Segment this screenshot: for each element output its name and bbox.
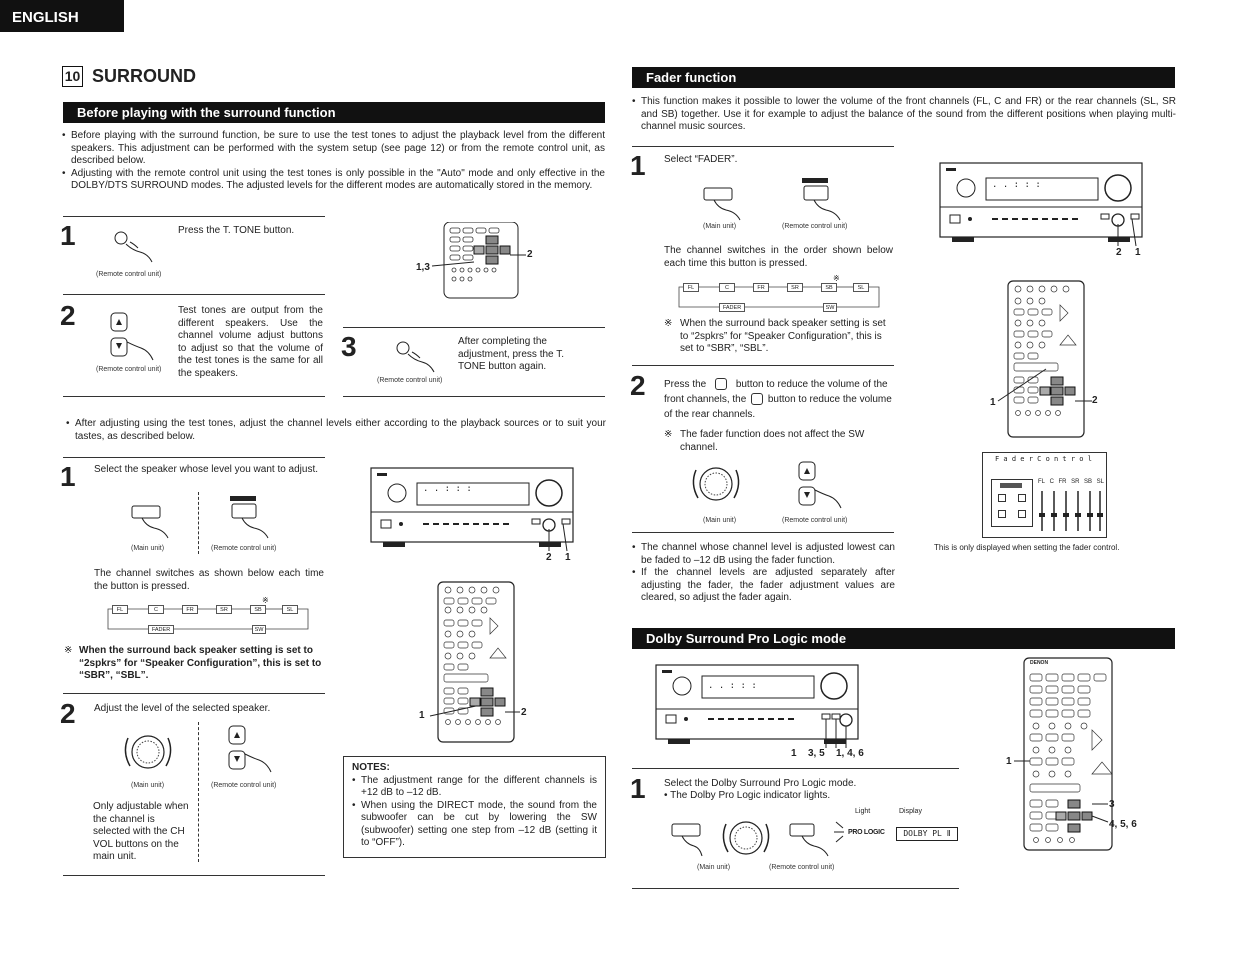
ch-only-text: Only adjustable when the channel is selected with the CH VOL buttons on the main unit. [93,801,189,862]
fader-sequence-diagram [675,276,887,312]
f-note-mark: ※ [664,318,673,329]
d-unit-callout-35: 3, 5 [808,748,825,759]
seq-sr: SR [787,283,803,292]
remote-button-hand-icon [226,494,274,540]
ch-step1-remote-caption: (Remote control unit) [211,545,277,552]
ch-step1-number: 1 [60,461,76,492]
fader-ch-sr: SR [1071,479,1080,485]
ch-step2-number: 2 [60,698,76,729]
ch-note-mark: ※ [64,645,73,656]
f-note: When the surround back speaker setting is set to “2spkrs” for “Speaker Configuration”, this is set to “SBR”, “SBL”. [680,318,886,354]
section-number: 10 [62,66,83,87]
seq-sw: SW [823,303,837,312]
receiver-display-text: . . : : : [423,484,472,494]
fader-ch-fr: FR [1058,479,1067,485]
fader-intro-list [632,96,1176,134]
fader-ch-c: C [1049,479,1054,485]
fader-caption: This is only displayed when setting the fader control. [934,543,1120,552]
f-step1-main-caption: (Main unit) [703,223,737,230]
f-step1-text: Select “FADER”. [664,154,738,165]
seq-fader: FADER [148,625,174,634]
seq-c: C [148,605,164,614]
d-remote-callout-3: 3 [1109,799,1115,810]
channel-sequence-diagram [104,598,316,634]
tt-step1-caption: (Remote control unit) [96,271,162,278]
d-unit-callout-1: 1 [791,748,797,759]
divider [63,875,325,876]
note-2: • When using the DIRECT mode, the sound from the subwoofer can be cut by lowering the SW (subwoofer) setting one step from –12 dB (setting it to “OFF”). [352,800,597,850]
fader-control-screen [982,452,1107,538]
ch-switch-text: The channel switches as shown below each time the button is pressed. [94,568,324,592]
after-bullet: • After adjusting using the test tones, adjust the channel levels either according to the playback sources or to suit your tastes, as described below. [66,418,606,443]
up-down-button-hand-icon [108,310,158,366]
divider [343,396,605,397]
divider [63,294,325,295]
f-step1-remote-caption: (Remote control unit) [782,223,848,230]
remote-control-illustration [996,279,1096,439]
remote2-callout-2: 2 [521,707,527,718]
intro-bullets [62,130,605,193]
f-remote-callout-1: 1 [990,397,996,408]
d-remote-caption: (Remote control unit) [769,864,835,871]
dolby-heading: Dolby Surround Pro Logic mode [632,628,1175,649]
seq-note-mark: ※ [262,596,269,605]
ch-step1-main-caption: (Main unit) [131,545,165,552]
ch-step2-remote-caption: (Remote control unit) [211,782,277,789]
seq-sb: SB [821,283,837,292]
f-step2-number: 2 [630,370,646,401]
divider [632,365,894,366]
seq-sr: SR [216,605,232,614]
receiver-main-unit-illustration [367,467,579,555]
fader-screen-title: F a d e r C o n t r o l [995,455,1092,463]
f-unit-callout-1: 1 [1135,247,1141,258]
intro-bullet-2: • Adjusting with the remote control unit using the test tones is only possible in the "Auto" mode and only effective in the DOLBY/DTS SURROUND modes. The adjusted levels for the different modes are automatically stored in the memory. [62,168,605,193]
remote-button-hand-icon [798,176,846,222]
tt-step2-caption: (Remote control unit) [96,366,162,373]
press-button-hand-icon [108,228,158,266]
d-main-caption: (Main unit) [697,864,731,871]
before-playing-heading: Before playing with the surround function [63,102,605,123]
fader-intro: • This function makes it possible to lower the volume of the front channels (FL, C and FR) or the rear channels (SL, SR and SB) together. Use it for example to adjust the balance of the sound from the different positions when playing multi-channel music sources. [632,96,1176,134]
sequence-arrows [104,598,316,634]
up-down-button-hand-icon [226,724,276,778]
remote-control-illustration [414,580,524,745]
note-1: • The adjustment range for the different channels is +12 dB to –12 dB. [352,775,597,800]
fader-bullet-1: • The channel whose channel level is adjusted lowest can be faded to –12 dB using the fader function. [632,542,895,567]
divider [63,396,325,397]
sequence-arrows [675,276,887,312]
seq-sb: SB [250,605,266,614]
remote-button-hand-icon [786,818,834,862]
fader-level-bars [1038,489,1104,535]
press-button-hand-icon [390,338,440,376]
d-display-label: Display [899,808,922,815]
tt-step2-number: 2 [60,300,76,331]
f-step2-main-caption: (Main unit) [703,517,737,524]
tt-step1-number: 1 [60,220,76,251]
d-display-text: DOLBY PL Ⅱ [896,827,958,841]
fader-bullets [632,542,895,605]
receiver-main-unit-illustration [652,664,864,752]
f-step2-text [664,377,894,422]
main-unit-button-hand-icon [128,496,176,540]
fader-ch-fl: FL [1038,479,1046,485]
remote2-callout-1: 1 [419,710,425,721]
f-step1-number: 1 [630,150,646,181]
f-switch-text: The channel switches in the order shown below each time this button is pressed. [664,245,893,269]
divider-dashed [198,492,199,554]
up-down-button-hand-icon [796,460,846,514]
d-remote-callout-1: 1 [1006,756,1012,767]
remote-callout-13: 1,3 [416,262,430,273]
d-remote-brand: DENON [1030,660,1049,666]
divider [63,693,325,694]
fader-ch-sb: SB [1084,479,1093,485]
f-remote-callout-2: 2 [1092,395,1098,406]
ch-step1-text: Select the speaker whose level you want to adjust. [94,464,319,475]
section-title: SURROUND [92,66,197,86]
d-step1-number: 1 [630,773,646,804]
tt-step1-text: Press the T. TONE button. [178,225,295,236]
divider [632,532,894,533]
f-step2-note: The fader function does not affect the SW channel. [680,429,865,453]
receiver-display-text: . . : : : [708,681,757,691]
tt-step3-caption: (Remote control unit) [377,377,443,384]
ch-step2-text: Adjust the level of the selected speaker. [94,703,271,714]
seq-fr: FR [182,605,198,614]
seq-fader: FADER [719,303,745,312]
seq-fl: FL [683,283,699,292]
tt-step2-text: Test tones are output from the different speakers. Use the channel volume adjust buttons to adjust so that the volume of the test tones is the same for all the speakers. [178,305,323,379]
divider [63,457,325,458]
f-unit-callout-2: 2 [1116,247,1122,258]
ch-note: When the surround back speaker setting is set to “2spkrs” for “Speaker Configuration”, this is set to “SBR”, “SBL”. [79,645,322,681]
d-indicator-text: PRO LOGIC [848,829,885,836]
seq-note-mark: ※ [833,274,840,283]
tt-step3-text: After completing the adjustment, press the T. TONE button again. [458,336,564,372]
f-step2-part-a: Press the [664,379,707,390]
f-step2-part-b: button to reduce the volume of the front channels, the [664,379,888,405]
down-button-icon [715,378,727,390]
d-light-label: Light [855,808,871,815]
remote-control-illustration [1012,656,1122,852]
divider [63,216,325,217]
d-step1-text: Select the Dolby Surround Pro Logic mode. [664,778,857,789]
main-unit-controls-icon [668,814,788,864]
notes-list [352,775,597,850]
unit-callout-1: 1 [565,552,571,563]
fader-ch-sl: SL [1096,479,1104,485]
volume-knob-icon [118,728,178,778]
f-step2-part-c: button to reduce the volume of the rear channels. [664,394,892,420]
intro-bullet-1: • Before playing with the surround function, be sure to use the test tones to adjust the playback level from the different speakers. This adjustment can be performed with the system setup (see page 12) or from the remote control unit, as described below. [62,130,605,168]
receiver-main-unit-illustration [936,162,1148,250]
language-tab: ENGLISH [0,0,124,32]
volume-knob-icon [686,460,746,510]
divider-dashed [198,722,199,862]
divider [632,768,959,769]
notes-title: NOTES: [352,762,390,773]
seq-fr: FR [753,283,769,292]
divider [343,327,605,328]
notes-box [343,756,606,858]
after-bullets [66,418,606,443]
seq-sl: SL [853,283,869,292]
seq-c: C [719,283,735,292]
d-unit-callout-146: 1, 4, 6 [836,748,864,759]
receiver-display-text: . . : : : [992,180,1041,190]
d-remote-callout-456: 4, 5, 6 [1109,819,1137,830]
seq-fl: FL [112,605,128,614]
unit-callout-2: 2 [546,552,552,563]
fader-remote-thumb [991,479,1033,527]
fader-bullet-2: • If the channel levels are adjusted separately after adjusting the fader, the fader adjustment values are cleared, so adjust the fader again. [632,567,895,605]
remote-callout-2: 2 [527,249,533,260]
tt-step3-number: 3 [341,331,357,362]
up-button-icon [751,393,763,405]
main-unit-button-hand-icon [700,178,748,222]
seq-sl: SL [282,605,298,614]
d-step1-sub: • The Dolby Pro Logic indicator lights. [664,790,831,801]
divider [632,888,959,889]
seq-sw: SW [252,625,266,634]
divider [632,146,894,147]
ch-step2-main-caption: (Main unit) [131,782,165,789]
f-step2-remote-caption: (Remote control unit) [782,517,848,524]
fader-heading: Fader function [632,67,1175,88]
f-step2-note-mark: ※ [664,429,673,440]
